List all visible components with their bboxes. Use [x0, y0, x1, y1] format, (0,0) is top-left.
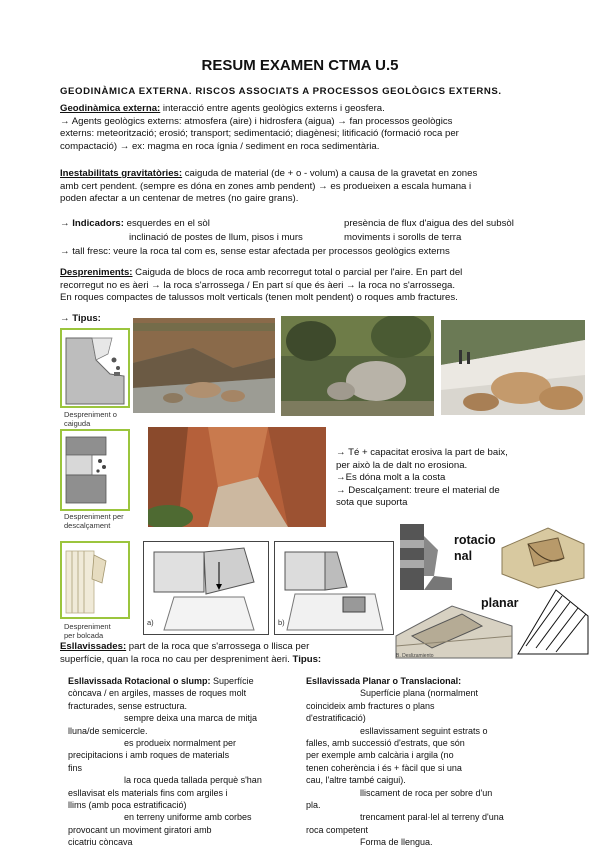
label-planar: planar [481, 596, 519, 610]
term-inestabilitats: Inestabilitats gravitatòries: [60, 168, 183, 179]
diagram-planar [392, 596, 516, 660]
text-line: còncava / en argiles, masses de roques molt [68, 688, 247, 699]
tipus-label: → Tipus: [60, 313, 101, 324]
text-line: → Té + capacitat erosiva la part de baix, [336, 447, 508, 458]
text-line: tenen coherència i és + fàcil que si una [306, 762, 462, 773]
text-line: d'estratificació) [306, 713, 366, 724]
text-line: roca competent [306, 824, 369, 835]
diagram-bolcada-b [274, 541, 394, 635]
text-inline: caiguda de material (de + o - volum) a causa de la gravetat en zones [182, 168, 478, 179]
diagram-despreniment-bolcada [60, 541, 130, 619]
heading-planar: Esllavissada Planar o Translacional: [306, 676, 462, 686]
text-line: pla. [306, 800, 321, 811]
tipus-inline: Tipus: [289, 653, 322, 665]
term-geodinamica: Geodinàmica externa: [60, 103, 161, 114]
photo-rockfall-snow [441, 320, 585, 415]
text-line: la roca queda tallada perquè s'han [124, 775, 262, 786]
term-esllavissades: Esllavissades: [60, 641, 127, 652]
text-line: falles, amb successió d'estrats, que són [306, 738, 465, 749]
text-line: llims (amb poca estratificació) [68, 800, 187, 811]
text-line: compactació) → ex: magma en roca ígnia / sediment en roca sedimentària. [60, 140, 380, 152]
text-line: fins [68, 762, 83, 773]
photo-red-cliff [148, 427, 326, 527]
text-line: en terreny uniforme amb corbes [124, 812, 252, 823]
caption-line: Despreniment per [64, 512, 124, 521]
section-geodinamica [60, 103, 560, 153]
text-line: sota que suporta [336, 497, 408, 508]
indicator-e: → tall fresc: veure la roca tal com es, sense estar afectada per processos geològics externs [60, 246, 450, 257]
indicadors-label: → Indicadors: [60, 218, 124, 229]
text-line: externs: meteorització; erosió; transport; sedimentació; diagènesi; litificació (formació roca per [60, 128, 459, 139]
page-subtitle: GEODINÀMICA EXTERNA. RISCOS ASSOCIATS A PROCESSOS GEOLÒGICS EXTERNS. [60, 86, 502, 97]
text-line: cicatriu còncava [68, 837, 133, 848]
text-line: esllavissament seguint estrats o [360, 725, 488, 736]
section-esllavissades [60, 641, 400, 666]
text-line: trencament paral·lel al terreny d'una [360, 812, 504, 823]
label-line: rotacio [454, 533, 496, 547]
figure-label-b: b) [278, 618, 285, 627]
text-inline: Superfície [210, 676, 254, 686]
descalcament-notes [336, 447, 566, 510]
block-rotacional [498, 518, 588, 590]
caption-line: Despreniment [64, 622, 111, 631]
text-line: provocant un moviment giratori amb [68, 824, 212, 835]
text-line: Superfície plana (normalment [360, 688, 479, 699]
indicadors-row1 [60, 218, 210, 231]
def-geodinamica: interacció entre agents geològics externs i geosfera. [160, 103, 385, 114]
text-line: recorregut no es àeri → la roca s'arrossega / En part sí que és àeri → la roca no s'arrossega. [60, 279, 456, 291]
section-inestabilitats [60, 168, 560, 206]
page-title: RESUM EXAMEN CTMA U.5 [201, 57, 399, 74]
photo-rockfall-road [133, 318, 275, 413]
section-despreniments [60, 267, 560, 305]
column-rotacional [68, 675, 300, 849]
caption-line: caiguda [64, 419, 91, 428]
column-planar [306, 675, 546, 849]
indicator-c: inclinació de postes de llum, pisos i murs [129, 232, 303, 243]
text-line: precipitacions i amb roques de materials [68, 750, 230, 761]
diagram-bolcada-a [143, 541, 269, 635]
label-rotacional [454, 532, 496, 564]
text-line: cau, l'altre també caigui). [306, 775, 406, 786]
text-line: esllavisat els materials fins com argiles i [68, 787, 228, 798]
term-despreniments: Despreniments: [60, 267, 133, 278]
text-line: → Agents geològics externs: atmosfera (aire) i hidrosfera (aigua) → fan processos geològics [60, 115, 453, 127]
label-line: nal [454, 549, 473, 563]
diagram-despreniment-caiguda [60, 328, 130, 408]
text-line: coincideix amb fractures o plans [306, 700, 435, 711]
text-inline: Caiguda de blocs de roca amb recorregut total o parcial per l'aire. En part del [132, 267, 463, 278]
diagram-despreniment-descalcament [60, 429, 130, 511]
caption-line: descalçament [64, 521, 111, 530]
text-line: fracturades, sense estructura. [68, 700, 188, 711]
text-line: poden afectar a un centenar de metres (no gaire grans). [60, 193, 299, 204]
caption-line: per bolcada [64, 631, 104, 640]
text-inline: part de la roca que s'arrossega o llisca per [126, 641, 310, 652]
text-line: es produeix normalment per [124, 738, 237, 749]
caption-small: B. Deslizamiento [396, 653, 434, 659]
diagram-rotacional [398, 520, 454, 592]
text-line: per això la de dalt no erosiona. [336, 459, 468, 471]
indicator-b: presència de flux d'aigua des del subsòl [344, 218, 514, 229]
photo-rockfall-forest [281, 316, 434, 416]
figure-label-a: a) [147, 618, 154, 627]
text-line: En roques compactes de talussos molt verticals (tenen molt pendent) o roques amb fractures. [60, 292, 458, 303]
indicator-d: moviments i sorolls de terra [344, 232, 462, 243]
indicator-a: esquerdes en el sòl [123, 218, 210, 229]
text-line: per exemple amb calcària i argila (no [306, 750, 454, 761]
text-line: sempre deixa una marca de mitja [124, 713, 258, 724]
heading-rotacional: Esllavissada Rotacional o slump: [68, 676, 211, 686]
caption-line: Despreniment o [64, 410, 117, 419]
text-line: lliscament de roca per sobre d'un [360, 787, 493, 798]
text-line: amb cert pendent. (sempre es dóna en zones amb pendent) → es produeixen a escala humana i [60, 180, 472, 192]
text-line: →Es dóna molt a la costa [336, 472, 446, 483]
text-line: lluna/de semicercle. [68, 725, 148, 736]
text-line: Forma de llengua. [360, 837, 433, 848]
text-inline: superfície, quan la roca no cau per despreniment àeri. [60, 653, 290, 665]
text-line: → Descalçament: treure el material de [336, 484, 500, 496]
diagram-planar-strata [516, 586, 590, 656]
